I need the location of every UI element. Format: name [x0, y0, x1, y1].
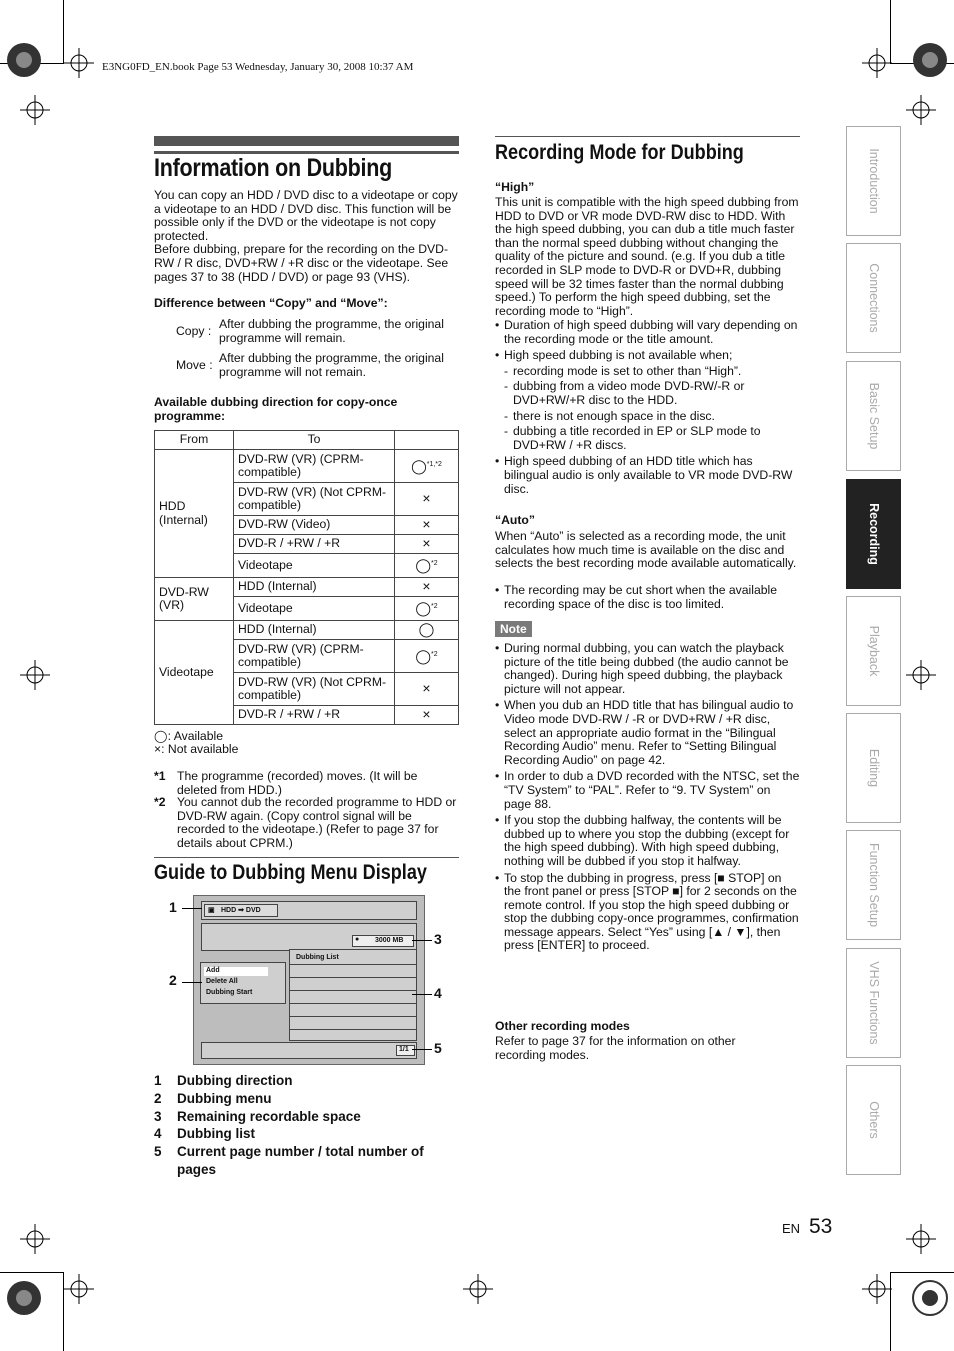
crosshair-icon — [20, 660, 50, 690]
bullet-item: • To stop the dubbing in progress, press [■ STOP] on the front panel or press [STOP ■] for 2 seconds on the remote control. If you stop the high speed dubbing or stop the dubbing copy-once programmes, confirmation message appears. Select “Yes” using [▲ / ▼], then press [ENTER] to proceed. — [495, 870, 799, 953]
direction-bar — [201, 901, 417, 920]
result-cell: × — [395, 706, 459, 725]
to-cell: HDD (Internal) — [234, 621, 395, 640]
dash-item: - dubbing from a video mode DVD-RW/-R or DVD+RW/+R disc to the HDD. — [504, 379, 745, 407]
bullet-item: • High speed dubbing is not available when; — [495, 348, 733, 363]
tab-function-setup[interactable]: Function Setup — [846, 830, 901, 940]
direction-label: HDD ➡ DVD — [221, 907, 261, 914]
to-cell: DVD-RW (VR) (Not CPRM-compatible) — [234, 483, 395, 516]
result-cell: × — [395, 578, 459, 597]
guide-item: 4 Dubbing list — [154, 1126, 255, 1142]
col-to: To — [234, 431, 395, 450]
space-box — [352, 935, 414, 947]
list-line — [290, 977, 416, 978]
page-indicator: 1/1 — [399, 1046, 409, 1053]
tab-recording[interactable]: Recording — [846, 479, 901, 589]
to-cell: Videotape — [234, 597, 395, 621]
note-bullets — [495, 642, 800, 953]
menu-item-delete-all[interactable]: Delete All — [206, 978, 238, 985]
list-line — [290, 1016, 416, 1017]
result-cell: ◯$^{*2}$ — [395, 554, 459, 578]
direction-box — [204, 904, 278, 917]
registration-disc-icon — [4, 40, 44, 80]
list-line — [290, 1003, 416, 1004]
to-cell: DVD-RW (Video) — [234, 516, 395, 535]
bullet-item: • Duration of high speed dubbing will vary depending on the recording mode or the title amount. — [495, 318, 798, 346]
high-text: This unit is compatible with the high speed dubbing from HDD to DVD or VR mode DVD-RW disc to HDD. With the high speed dubbing, you can dub a title much faster than the normal speed dubbing without changing the quality of the picture and sound. (e.g. If you dub a title recorded in SLP mode to DVD-R or DVD+R, dubbing speed will be 32 times faster than the normal dubbing speed.) To perform the high speed dubbing, set the recording mode to “High”. — [495, 195, 799, 318]
crop-mark — [0, 1272, 64, 1273]
intro-text — [154, 189, 459, 284]
crosshair-icon — [463, 1274, 493, 1304]
footnote-2: You cannot dub the recorded programme to HDD or DVD-RW again. (Copy control signal will be recorded to the videotape.) (Refer to page 37 for details about CPRM.) — [177, 795, 457, 850]
guide-item: 5 Current page number / total number of pages — [154, 1144, 424, 1177]
tab-editing[interactable]: Editing — [846, 713, 901, 823]
space-value: 3000 MB — [375, 937, 404, 944]
col-result — [395, 431, 459, 450]
result-cell: ◯ — [395, 621, 459, 640]
space-bar — [201, 923, 417, 951]
callout-3: 3 — [434, 931, 442, 947]
result-cell: ◯$^{*2}$ — [395, 597, 459, 621]
tab-basic-setup[interactable]: Basic Setup — [846, 361, 901, 471]
guide-item: 2 Dubbing menu — [154, 1090, 272, 1106]
crosshair-icon — [20, 95, 50, 125]
menu-item-dubbing-start[interactable]: Dubbing Start — [206, 989, 253, 996]
dubbing-menu-screen — [193, 895, 425, 1065]
from-hdd: HDD (Internal) — [155, 450, 234, 578]
other-heading: Other recording modes — [495, 1019, 630, 1033]
bullet-item: • The recording may be cut short when the available recording space of the disc is too limited. — [495, 583, 778, 611]
copy-label-wrap: Copy : — [176, 324, 212, 338]
copy-label: Copy — [176, 324, 205, 338]
page-bar — [201, 1042, 417, 1059]
dash-item: - dubbing a title recorded in EP or SLP mode to DVD+RW / +R discs. — [504, 424, 761, 452]
auto-heading: “Auto” — [495, 513, 535, 527]
list-line — [290, 964, 416, 965]
result-cell: × — [395, 483, 459, 516]
other-text: Refer to page 37 for the information on other recording modes. — [495, 1034, 736, 1062]
high-heading: “High” — [495, 180, 535, 194]
result-cell: × — [395, 516, 459, 535]
to-cell: DVD-RW (VR) (CPRM-compatible) — [234, 450, 395, 483]
guide-title: Guide to Dubbing Menu Display — [154, 861, 427, 884]
registration-disc-icon — [910, 40, 950, 80]
dash-item: - there is not enough space in the disc. — [504, 408, 715, 423]
bullet-item: • In order to dub a DVD recorded with the NTSC, set the “TV System” to “PAL”. Refer to “9. TV System” on page 88. — [495, 769, 800, 811]
section-divider — [495, 136, 800, 137]
crosshair-icon — [862, 1274, 892, 1304]
menu-item-add[interactable]: Add — [206, 967, 220, 974]
crosshair-icon — [64, 48, 94, 78]
crosshair-icon — [906, 95, 936, 125]
to-cell: DVD-RW (VR) (CPRM-compatible) — [234, 640, 395, 673]
move-label-wrap: Move : — [176, 358, 213, 372]
intro-paragraph-2: Before dubbing, prepare for the recording on the DVD-RW / R disc, DVD+RW / +R disc or the videotape. See pages 37 to 38 (HDD / DVD) or page 93 (VHS). — [154, 242, 449, 284]
result-cell: × — [395, 673, 459, 706]
disc-icon: ● — [355, 936, 360, 943]
to-cell: DVD-R / +RW / +R — [234, 535, 395, 554]
dubbing-list-box — [289, 949, 417, 1041]
language-label: EN — [782, 1221, 801, 1236]
bullet-item: • High speed dubbing of an HDD title which has bilingual audio is only available to VR mode DVD-RW disc. — [495, 454, 793, 496]
callout-line — [412, 1049, 432, 1050]
section-divider — [154, 857, 459, 858]
callout-line — [182, 982, 202, 983]
title-bar — [154, 136, 459, 146]
guide-items-list — [154, 1072, 454, 1179]
tab-others[interactable]: Others — [846, 1065, 901, 1175]
callout-1: 1 — [169, 899, 177, 915]
legend-available: ◯: Available — [154, 729, 223, 743]
move-label: Move — [176, 358, 206, 372]
bullet-item: • If you stop the dubbing halfway, the contents will be dubbed up to where you stop the dubbing (except for the high speed dubbing). With high speed dubbing, nothing will be dubbed if you stop it halfway. — [495, 813, 790, 868]
list-line — [290, 990, 416, 991]
crosshair-icon — [64, 1274, 94, 1304]
file-header: E3NG0FD_EN.book Page 53 Wednesday, January 30, 2008 10:37 AM — [102, 61, 414, 73]
callout-line — [412, 940, 432, 941]
list-line — [290, 1029, 416, 1030]
callout-line — [412, 994, 432, 995]
auto-bullets — [495, 584, 800, 611]
guide-item: 1 Dubbing direction — [154, 1073, 293, 1088]
tab-playback[interactable]: Playback — [846, 596, 901, 706]
dash-item: - recording mode is set to other than “High”. — [504, 363, 742, 378]
guide-item: 3 Remaining recordable space — [154, 1108, 361, 1124]
registration-disc-icon — [910, 1278, 950, 1318]
copy-text: After dubbing the programme, the original programme will remain. — [219, 317, 444, 345]
crosshair-icon — [906, 1224, 936, 1254]
result-cell: ◯$^{*1,*2}$ — [395, 450, 459, 483]
rec-title: Recording Mode for Dubbing — [495, 141, 744, 164]
footnote-mark: *2 — [154, 795, 166, 809]
registration-disc-icon — [4, 1278, 44, 1318]
crosshair-icon — [862, 48, 892, 78]
note-label: Note — [495, 621, 532, 637]
to-cell: DVD-RW (VR) (Not CPRM-compatible) — [234, 673, 395, 706]
callout-2: 2 — [169, 972, 177, 988]
hdd-icon: ▣ — [208, 907, 215, 914]
result-cell: ◯$^{*2}$ — [395, 640, 459, 673]
dubbing-list-title: Dubbing List — [296, 954, 339, 961]
result-cell: × — [395, 535, 459, 554]
auto-text: When “Auto” is selected as a recording mode, the unit calculates how much time is available on the disc and selects the best recording mode available automatically. — [495, 529, 797, 571]
from-videotape: Videotape — [155, 621, 234, 725]
move-text: After dubbing the programme, the original programme will not remain. — [219, 351, 444, 379]
crop-mark — [890, 1272, 954, 1273]
to-cell: Videotape — [234, 554, 395, 578]
from-dvdrw: DVD-RW (VR) — [155, 578, 234, 621]
to-cell: HDD (Internal) — [234, 578, 395, 597]
intro-paragraph: You can copy an HDD / DVD disc to a videotape or copy a videotape to an HDD / DVD disc. This function will be possible only if the DVD or the videotape is not copy protected. — [154, 188, 458, 243]
tab-vhs-functions[interactable]: VHS Functions — [846, 948, 901, 1058]
dubbing-direction-table — [154, 430, 459, 725]
bullet-item: • During normal dubbing, you can watch the playback picture of the title being dubbed (the audio cannot be changed). During high speed dubbing, the playback picture will not appear. — [495, 641, 789, 696]
tab-introduction[interactable]: Introduction — [846, 126, 901, 236]
bullet-item: • When you dub an HDD title that has bilingual audio to Video mode DVD-RW / -R or DVD+RW / +R disc, select an appropriate audio format in the “Bilingual Recording Audio” menu. Refer to “Setting Bilingual Recording Audio” on page 42. — [495, 698, 794, 767]
footnote-mark: *1 — [154, 769, 166, 783]
crosshair-icon — [906, 660, 936, 690]
legend-not-available: ×: Not available — [154, 742, 239, 756]
to-cell: DVD-R / +RW / +R — [234, 706, 395, 725]
tab-connections[interactable]: Connections — [846, 243, 901, 353]
callout-5: 5 — [434, 1040, 442, 1056]
high-bullets — [495, 319, 800, 496]
dubbing-menu-box — [200, 962, 286, 1004]
avail-heading: Available dubbing direction for copy-once programme: — [154, 395, 398, 423]
callout-4: 4 — [434, 985, 442, 1001]
crosshair-icon — [20, 1224, 50, 1254]
col-from: From — [155, 431, 234, 450]
page-title: Information on Dubbing — [154, 154, 392, 182]
page-box — [396, 1045, 415, 1056]
footnote-1: The programme (recorded) moves. (It will be deleted from HDD.) — [177, 769, 418, 797]
page-number: 53 — [809, 1215, 833, 1238]
diff-heading: Difference between “Copy” and “Move”: — [154, 296, 388, 310]
callout-line — [182, 908, 202, 909]
